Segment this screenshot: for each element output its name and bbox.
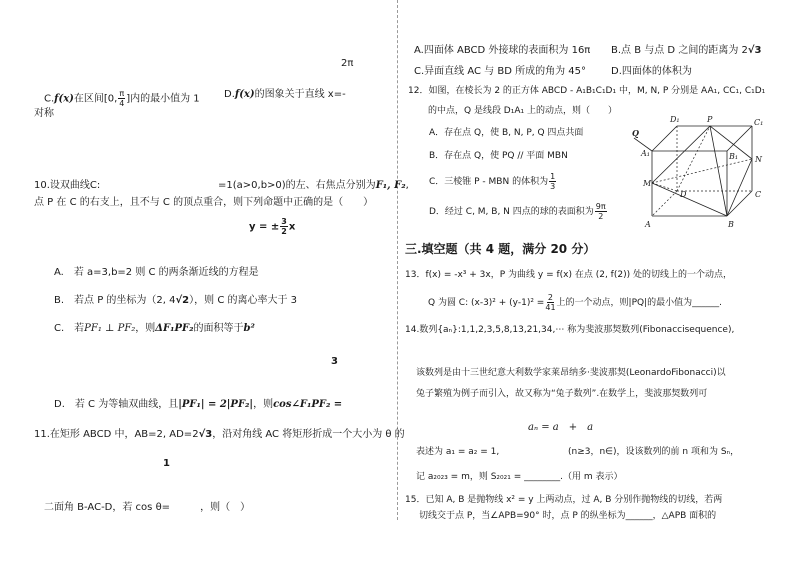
hidden-edge-da [652, 191, 677, 216]
label-c1: C₁ [754, 118, 764, 127]
q12-option-b: B．存在点 Q，使 PQ // 平面 MBN [429, 151, 568, 161]
label-a1: A₁ [641, 149, 650, 158]
fibonacci-recurrence: aₙ = a + a [528, 422, 594, 433]
q14-line6: 记 a₂₀₂₃ = m，则 S₂₀₂₁ = ________.（用 m 表示） [416, 472, 623, 482]
hidden-segment-dp [677, 126, 710, 191]
asymptote-formula: y = ± $\frac{3}{2}$ x [249, 217, 296, 236]
label-m: M [643, 179, 652, 188]
q14-line3: 兔子繁殖为例子而引入，故又称为“兔子数列”.在数学上，斐波那契数列可 [416, 389, 708, 399]
label-b: B [728, 220, 734, 229]
segment-nb [727, 159, 752, 216]
q14-line1: 14.数列{aₙ}:1,1,2,3,5,8,13,21,34,⋯ 称为斐波那契数列(Fibonaccisequence), [405, 325, 735, 335]
q12-option-a: A．存在点 Q，使 B, N, P, Q 四点共面 [429, 128, 584, 138]
label-d: D [680, 190, 687, 199]
q10-option-d: D. 若 C 为等轴双曲线，且|PF₁| = 2|PF₂|，则cos∠F₁PF₂ = [54, 399, 343, 410]
q13-line1: 13．f(x) = -x³ + 3x，P 为曲线 y = f(x) 在点 (2, f(2)) 处的切线上的一个动点， [405, 270, 732, 280]
q10-line1-a: 10.设双曲线C: [34, 180, 101, 191]
q14-line5-b: (n≥3，n∈)，设该数列的前 n 项和为 Sₙ， [568, 447, 740, 457]
section-title-fill-in: 三.填空题（共 4 题，满分 20 分） [405, 242, 596, 256]
q11-line2: 二面角 B-AC-D，若 cos θ= ，则（ ） [44, 502, 251, 513]
answer-blank[interactable]: ________ [524, 472, 561, 482]
q12-option-d: D．经过 C, M, B, N 四点的球的表面积为 $\frac{9\pi}{2}$ [429, 202, 606, 221]
q14-line5-a: 表述为 a₁ = a₂ = 1, [416, 447, 500, 457]
q10-line2: 点 P 在 C 的右支上，且不与 C 的顶点重合，则下列命题中正确的是（ ） [34, 197, 374, 208]
hidden-segment-md [652, 183, 677, 191]
q15-line1: 15．已知 A, B 是抛物线 x² = y 上两动点，过 A, B 分别作抛物线的切线，若两 [405, 495, 723, 505]
two-pi-fragment: 2π [341, 58, 354, 69]
edge-cb [727, 191, 752, 216]
q10-option-c: C. 若PF₁ ⊥ PF₂，则ΔF₁PF₂的面积等于b² [54, 323, 255, 334]
q12-option-c: C．三棱锥 P - MBN 的体积为 $\frac{1}{3}$ [429, 172, 556, 191]
option-c-prev: C.f(x)在区间[0, $\frac{\pi}{4}$ ]内的最小值为 1 [44, 89, 200, 108]
segment-mb [652, 183, 727, 216]
option-d-prev-cont: 对称 [34, 108, 54, 119]
option-d-prev: D.f(x)的图象关于直线 x=- [224, 89, 346, 100]
edge-a1d1 [652, 126, 677, 151]
q13-line2: Q 为圆 C: (x-3)² + (y-1)² = $\frac{2}{41}$ 上的一个动点，则|PQ|的最小值为______. [428, 293, 722, 312]
q10-line1-b: =1(a>0,b>0)的左、右焦点分别为F₁, F₂, [218, 180, 409, 191]
fraction-pi-over-4: $\frac{\pi}{4}$ [119, 89, 125, 108]
label-c: C [755, 190, 762, 199]
q11-option-c: C.异面直线 AC 与 BD 所成的角为 45° [414, 66, 586, 77]
q11-line1: 11.在矩形 ABCD 中，AB=2, AD=2√3，沿对角线 AC 将矩形折成一个大小为 θ 的 [34, 429, 405, 440]
q10-option-b: B. 若点 P 的坐标为（2, 4√2），则 C 的离心率大于 3 [54, 295, 298, 306]
q14-line2: 该数列是由十三世纪意大利数学家莱昂纳多·斐波那契(LeonardoFibonacci)以 [416, 368, 726, 378]
q11-option-d: D.四面体的体积为 [611, 66, 692, 77]
label-q: Q [632, 128, 639, 138]
label-n: N [755, 155, 762, 164]
q11-option-b: B.点 B 与点 D 之间的距离为 2√3 [611, 45, 762, 56]
q12-line2: 的中点，Q 是线段 D₁A₁ 上的动点，则（ ） [428, 106, 617, 116]
label-p: P [707, 115, 713, 124]
cube-figure [632, 111, 764, 241]
label-b1: B₁ [729, 152, 739, 161]
edge-c1b1 [727, 126, 752, 151]
hidden-segment-mn [652, 159, 752, 183]
numeral-three: 3 [331, 356, 338, 367]
segment-pb [710, 126, 727, 216]
numeral-one: 1 [163, 458, 170, 469]
q12-line1: 12．如图，在棱长为 2 的正方体 ABCD - A₁B₁C₁D₁ 中，M, N, P 分别是 AA₁, CC₁, C₁D₁ [408, 86, 766, 96]
q10-option-a: A. 若 a=3,b=2 则 C 的两条渐近线的方程是 [54, 267, 259, 278]
q15-line2: 切线交于点 P，当∠APB=90° 时，点 P 的纵坐标为______，△APB 面积的 [419, 511, 717, 521]
label-d1: D₁ [670, 115, 680, 124]
label-a: A [645, 220, 651, 229]
segment-pm [652, 126, 710, 183]
q11-option-a: A.四面体 ABCD 外接球的表面积为 16π [414, 45, 591, 56]
column-divider [397, 0, 398, 520]
